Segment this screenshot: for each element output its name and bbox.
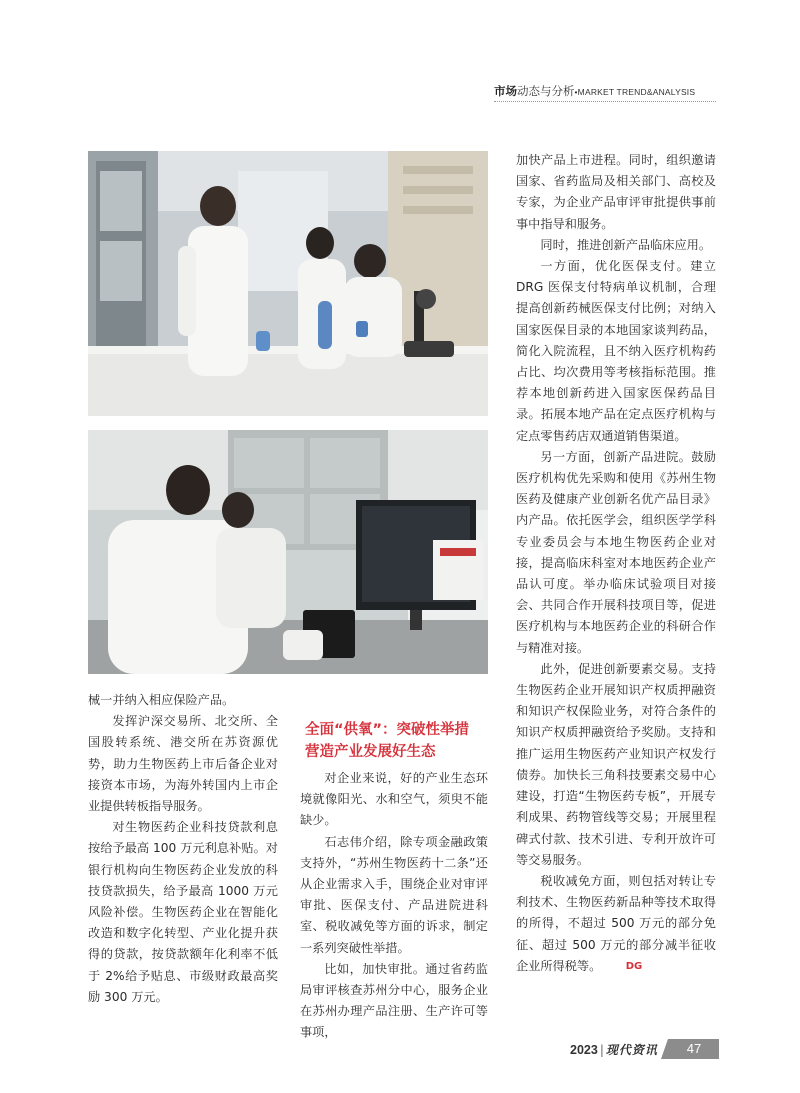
text-column-left bbox=[88, 690, 278, 1008]
header-section-rest: 动态与分析 bbox=[517, 84, 575, 98]
section-heading-line1: 全面“供氧”：突破性举措 bbox=[305, 722, 470, 738]
text-column-middle bbox=[300, 768, 488, 1044]
paragraph: 一方面，优化医保支付。建立 DRG 医保支付特病单议机制，合理提高创新药械医保支付比例；对纳入国家医保目录的本地国家谈判药品，简化入院流程，且不纳入医疗机构药占比、均次费用等考核指标范围。推荐本地创新药进入国家医保药品目录。拓展本地产品在定点医疗机构与定点零售药店双通道销售渠道。 bbox=[516, 259, 716, 443]
paragraph-last bbox=[516, 871, 716, 977]
footer-year: 2023 bbox=[570, 1043, 598, 1057]
section-heading bbox=[305, 719, 493, 763]
paragraph: 同时，推进创新产品临床应用。 bbox=[540, 237, 712, 252]
paragraph: 石志伟介绍，除专项金融政策支持外，“苏州生物医药十二条”还从企业需求入手，围绕企业对审评审批、医保支付、产品进院进科室、税收减免等方面的诉求，制定一系列突破性举措。 bbox=[300, 834, 488, 955]
paragraph: 另一方面，创新产品进院。鼓励医疗机构优先采购和使用《苏州生物医药及健康产业创新名优产品目录》内产品。依托医学会，组织医学学科专业委员会与本地生物医药企业对接，提高临床科室对本地医药企业产品认可度。举办临床试验项目对接会、共同合作开展科技项目等，促进医疗机构与本地医药企业的科研合作与精准对接。 bbox=[516, 449, 716, 655]
page-number: 47 bbox=[686, 1041, 702, 1056]
paragraph: 此外，促进创新要素交易。支持生物医药企业开展知识产权质押融资和知识产权保险业务，对符合条件的知识产权质押融资给予奖励。支持和推广运用生物医药产业知识产权发行债券。加快长三角科技要素交易中心建设，打造“生物医药专板”，开展专利成果、药物管线等交易；开展里程碑式付款、技术引进、专利开放许可等交易服务。 bbox=[516, 661, 716, 867]
header-section-latin: •MARKET TREND&ANALYSIS bbox=[574, 87, 696, 97]
paragraph: 对生物医药企业科技贷款利息按给予最高 100 万元利息补贴。对银行机构向生物医药企业发放的科技贷款损失，给予最高 1000 万元风险补偿。生物医药企业在智能化改造和数字化转型、产业化提升获得的贷款，按贷款额年化利率不低于 2%给予贴息、市级财政最高奖励 300 万元。 bbox=[88, 820, 278, 1004]
header-divider bbox=[494, 101, 716, 102]
paragraph-last-text: 税收减免方面，则包括对转让专利技术、生物医药新品种等技术取得的所得，不超过 500 万元的部分免征、超过 500 万元的部分减半征收企业所得税等。 bbox=[516, 873, 716, 973]
lab-microscope-photo bbox=[88, 151, 488, 416]
footer-magazine-name: 现代资讯 bbox=[605, 1043, 658, 1057]
paragraph: 对企业来说，好的产业生态环境就像阳光、水和空气，须臾不能缺少。 bbox=[300, 771, 488, 828]
lab-computer-photo bbox=[88, 430, 488, 674]
paragraph: 加快产品上市进程。同时，组织邀请国家、省药监局及相关部门、高校及专家，为企业产品审评审批提供事前事中指导和服务。 bbox=[516, 153, 716, 231]
running-header bbox=[494, 82, 714, 100]
footer-separator: | bbox=[599, 1043, 604, 1057]
text-column-right bbox=[516, 150, 716, 977]
paragraph: 发挥沪深交易所、北交所、全国股转系统、港交所在苏资源优势，助力生物医药上市后备企业对接资本市场，为海外转国内上市企业提供转板指导服务。 bbox=[88, 714, 278, 814]
section-heading-line2: 营造产业发展好生态 bbox=[305, 744, 436, 760]
header-section-bold: 市场 bbox=[494, 84, 517, 98]
page-footer bbox=[570, 1041, 658, 1059]
paragraph: 比如，加快审批。通过省药监局审评核查苏州分中心，服务企业在苏州办理产品注册、生产许可等事项， bbox=[300, 961, 488, 1040]
end-mark-icon: DG bbox=[625, 960, 643, 972]
paragraph: 械一并纳入相应保险产品。 bbox=[88, 693, 235, 707]
